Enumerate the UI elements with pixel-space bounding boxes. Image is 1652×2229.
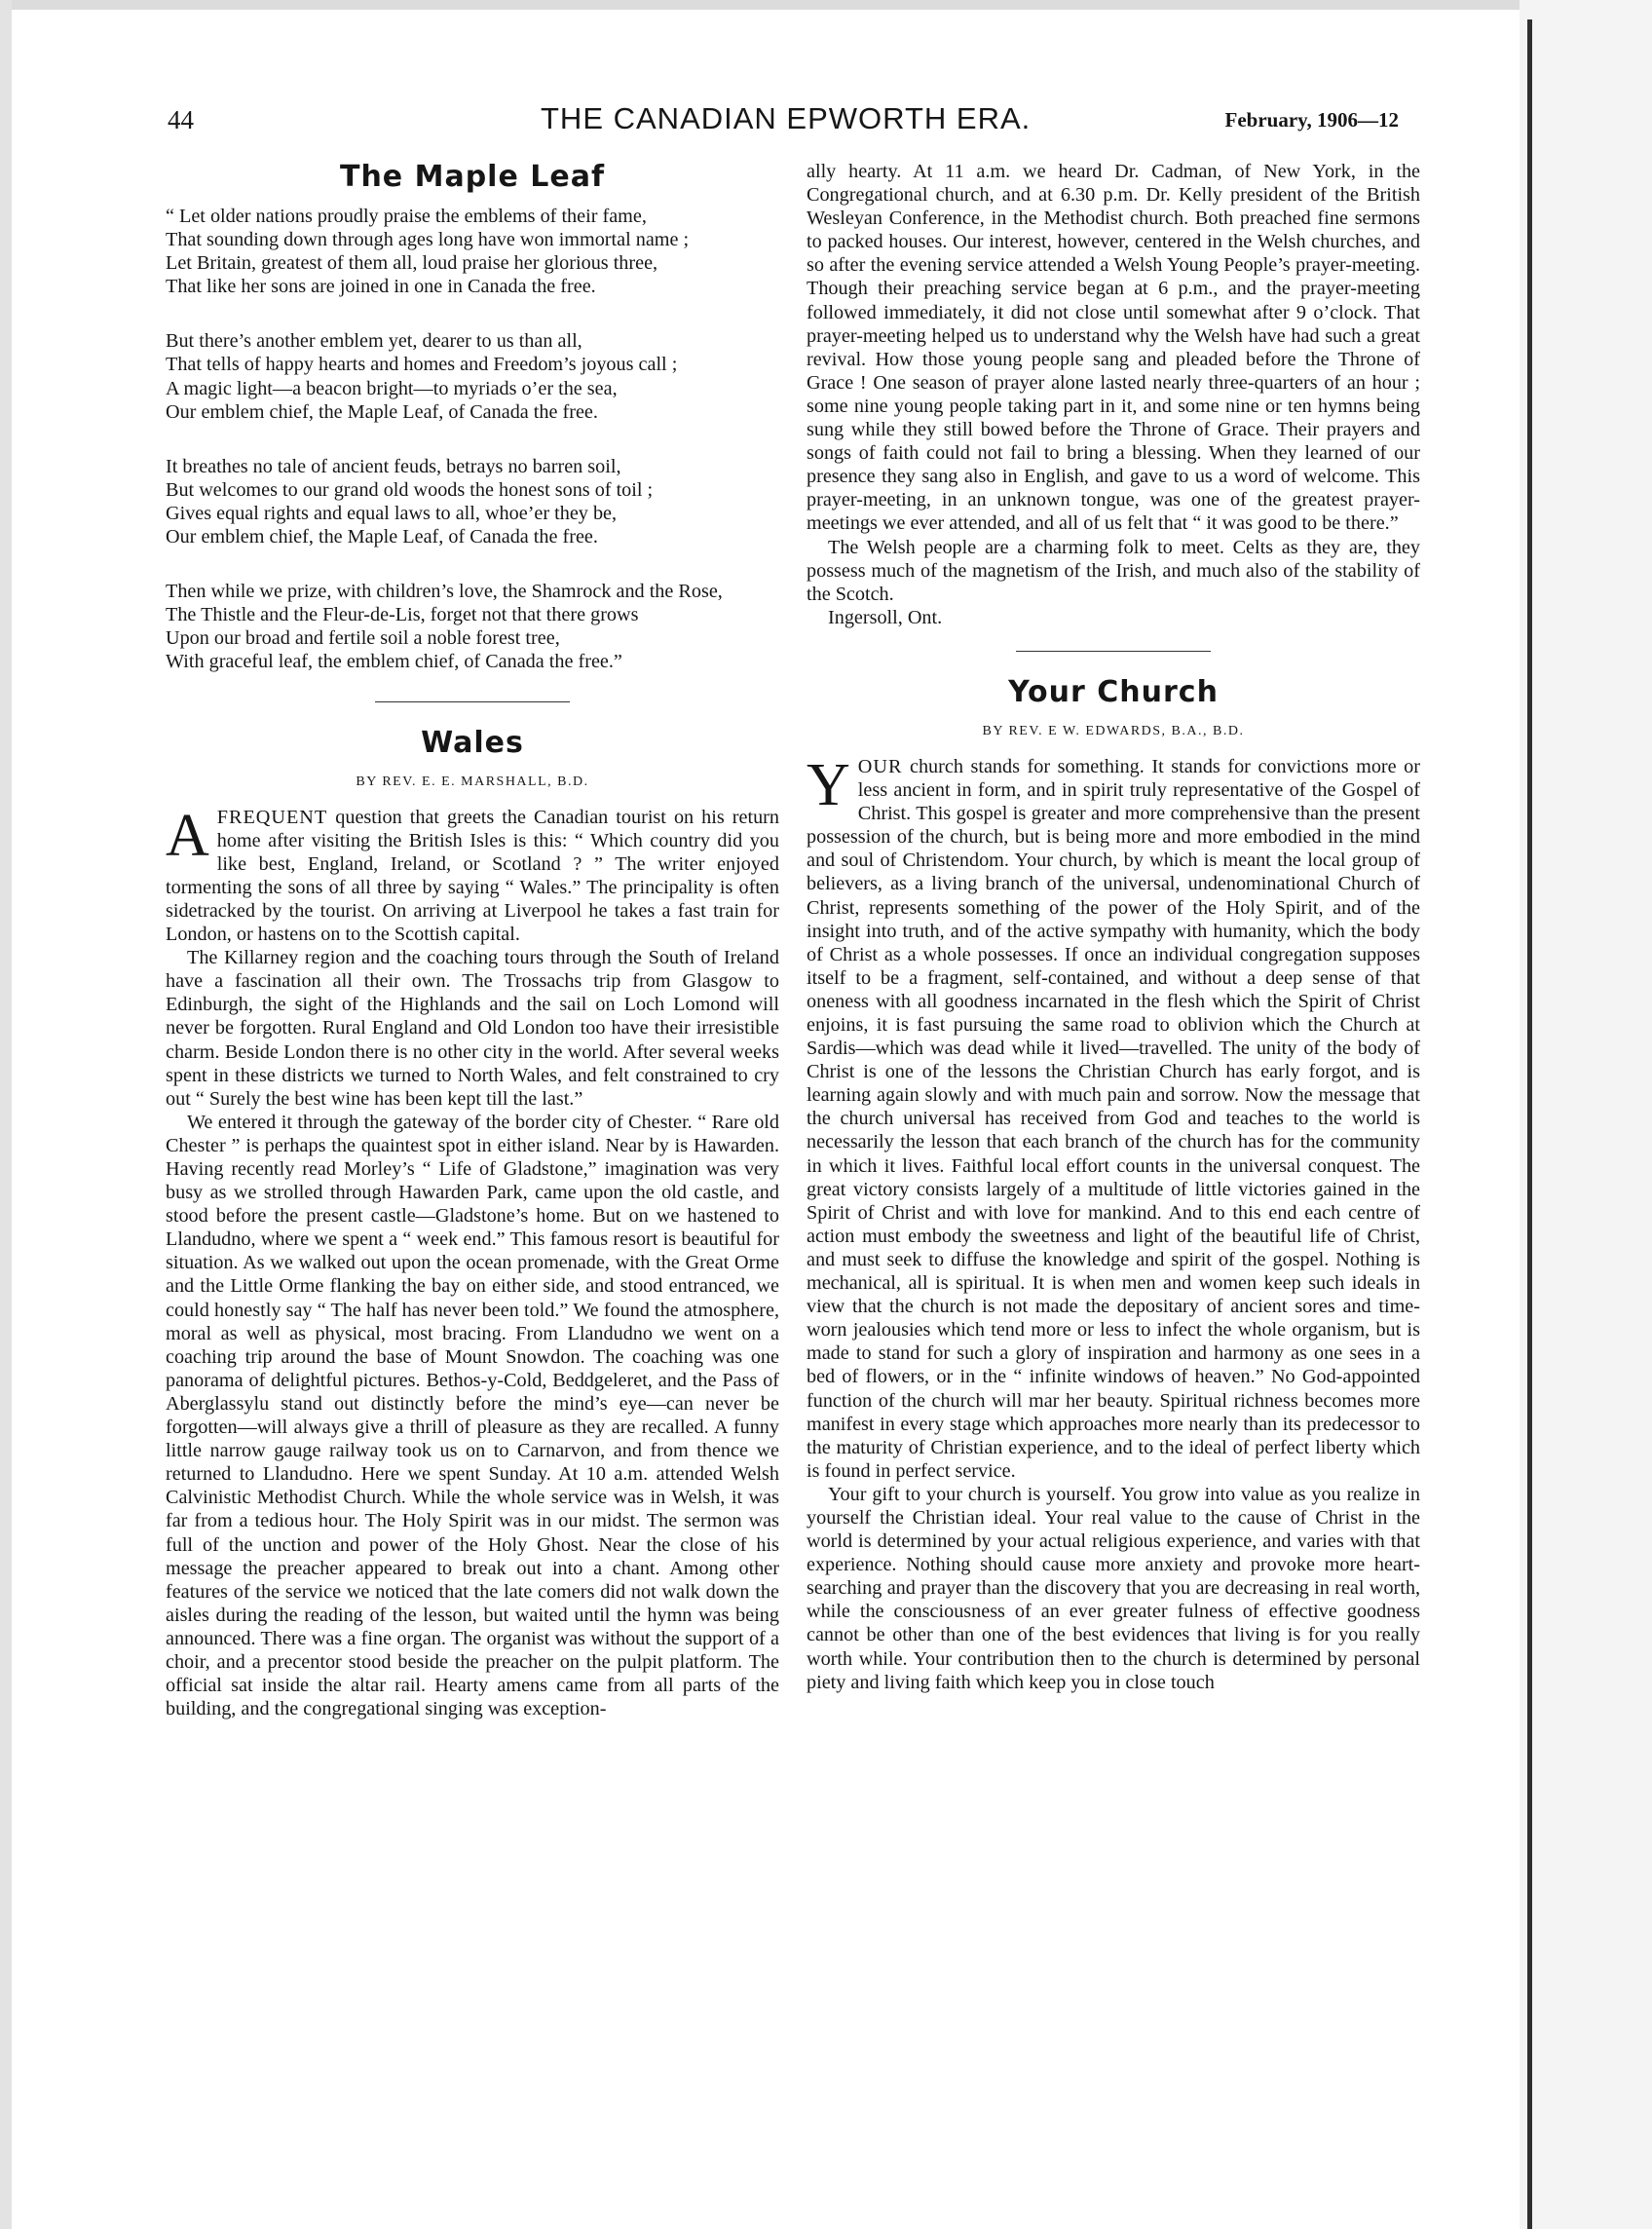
binding-edge-line xyxy=(1527,19,1532,2229)
page-number: 44 xyxy=(168,105,194,134)
poem-line: Our emblem chief, the Maple Leaf, of Canada the free. xyxy=(166,400,598,423)
scan-top-edge xyxy=(0,0,1652,10)
poem-stanza xyxy=(166,329,779,423)
right-column xyxy=(807,160,1420,1694)
wales-paragraph: The Welsh people are a charming folk to meet. Celts as they are, they possess much of the magnetism of the Irish, and much also of the stability of the Scotch. xyxy=(807,536,1420,605)
poem-line: A magic light—a beacon bright—to myriads o’er the sea, xyxy=(166,377,618,399)
church-title: Your Church xyxy=(1008,674,1219,709)
poem-line: It breathes no tale of ancient feuds, betrays no barren soil, xyxy=(166,455,621,477)
poem-line: But there’s another emblem yet, dearer to us than all, xyxy=(166,330,582,353)
paragraph-text: question that greets the Canadian tourist on his return home after visiting the British Isles is this: “ Which country did you like best, England, Ireland, or Scotland ? ” The writer enjoyed tormenting the sons of all three by saying “ Wales.” The principality is often sidetracked by the tourist. On arriving at Liverpool he takes a fast train for London, or hastens on to the Scottish capital. xyxy=(166,806,779,946)
wales-paragraph: The Killarney region and the coaching tours through the South of Ireland have a fascination all their own. The Trossachs trip from Glasgow to Edinburgh, the sight of the Highlands and the sail on Loch Lomond will never be forgotten. Rural England and Old London too have their irresistible charm. Beside London there is no other city in the world. After several weeks spent in these districts we turned to North Wales, and felt constrained to cry out “ Surely the best wine has been kept till the last.” xyxy=(166,947,779,1110)
poem-line: Let Britain, greatest of them all, loud praise her glorious three, xyxy=(166,252,658,275)
poem-line: With graceful leaf, the emblem chief, of Canada the free.” xyxy=(166,651,622,673)
poem-stanza xyxy=(166,205,779,298)
issue-label: February, 1906—12 xyxy=(1224,108,1399,132)
journal-title: THE CANADIAN EPWORTH ERA. xyxy=(541,101,1032,135)
poem-line: That like her sons are joined in one in Canada the free. xyxy=(166,276,596,298)
page xyxy=(166,101,1420,1720)
scan-left-margin xyxy=(0,0,12,2229)
scan-right-margin xyxy=(1520,0,1652,2229)
poem-line: Upon our broad and fertile soil a noble forest tree, xyxy=(166,627,560,650)
poem-line: Gives equal rights and equal laws to all, whoe’er they be, xyxy=(166,502,618,524)
church-paragraph: Your gift to your church is yourself. You grow into value as you realize in yourself the Christian ideal. Your real value to the cause of Christ in the world is determined by your actual religious experience, and varies with that experience. Nothing should cause more anxiety and provoke more heart-searching and prayer than the discovery that you are decreasing in real worth, while the consciousness of an ever greater fulness of effective goodness cannot be other than one of the best evidences that living is for you really worth while. Your contribution then to the church is determined by personal piety and living faith which keep you in close touch xyxy=(807,1483,1420,1693)
poem-line: Then while we prize, with children’s love, the Shamrock and the Rose, xyxy=(166,581,723,603)
poem-line: Our emblem chief, the Maple Leaf, of Canada the free. xyxy=(166,526,598,548)
wales-paragraph: We entered it through the gateway of the border city of Chester. “ Rare old Chester ” is perhaps the quaintest spot in either island. Near by is Hawarden. Having recently read Morley’s “ Life of Gladstone,” imagination was very busy as we strolled through Hawarden Park, came upon the old castle, and stood before the present castle—Gladstone’s home. But on we hastened to Llandudno, where we spent a “ week end.” This famous resort is beautiful for situation. As we walked out upon the ocean promenade, with the Great Orme and the Little Orme flanking the bay on either side, and stood entranced, we could honestly say “ The half has never been told.” We found the atmosphere, moral as well as physical, most bracing. From Llandudno we went on a coaching trip around the base of Mount Snowdon. The coaching was one panorama of delightful pictures. Bethos-y-Cold, Beddgeleret, and the Pass of Aberglassylu stand out distinctly before the mind’s eye—can never be forgotten—will always give a thrill of pleasure as they are recalled. A funny little narrow gauge railway took us on to Carnarvon, and from thence we returned to Llandudno. Here we spent Sunday. At 10 a.m. attended Welsh Calvinistic Methodist Church. While the whole service was in Welsh, it was far from a tedious hour. The Holy Spirit was in our midst. The sermon was full of the unction and power of the Holy Ghost. Near the close of his message the preacher appeared to break out into a chant. Among other features of the service we noticed that the late comers did not walk down the aisles during the reading of the lesson, but waited until the hymn was being announced. There was a fine organ. The organist was without the support of a choir, and a precentor stood beside the preacher on the pulpit platform. The official sat inside the altar rail. Hearty amens came from all parts of the building, and the congregational singing was exception- xyxy=(166,1111,779,1720)
poem-line: “ Let older nations proudly praise the emblems of their fame, xyxy=(166,206,647,227)
lead-word: FREQUENT xyxy=(216,806,328,828)
section-divider xyxy=(375,701,570,702)
church-paragraph xyxy=(807,751,1420,1483)
wales-paragraph xyxy=(166,802,779,947)
paragraph-text: church stands for something. It stands for convictions more or less ancient in form, and in spirit truly representative of the Gospel of Christ. This gospel is greater and more comprehensive than the present possession of the church, but is being more and more embodied in the mind and soul of Christendom. Your church, by which is meant the local group of believers, as a living branch of the universal, undenominational Church of Christ, represents something of the power of the Holy Spirit, and of the insight into truth, and of the active sympathy with humanity, which the body of Christ as a whole possesses. If once an individual congregation supposes itself to be a fragment, self-contained, and without a deep sense of that oneness with all goodness incarnated in the flesh which the Spirit of Christ enjoins, it is fast pursuing the same road to oblivion which the Church at Sardis—which was dead while it lived—travelled. The unity of the body of Christ is one of the lessons the Christian Church has early forgot, and is learning again slowly and with much pain and sorrow. Now the message that the church universal has received from God and teaches to the world is necessarily the lesson that each branch of the church has for the community in which it lives. Faithful local effort counts in the universal conquest. The great victory consists largely of a multitude of little victories gained in the Spirit of Christ and with love for mankind. And to this end each centre of action must embody the sweetness and light of the beautiful life of Christ, and must seek to diffuse the knowledge and spirit of the gospel. Nothing is mechanical, all is spiritual. It is when men and women keep such ideals in view that the church is not made the depositary of ancient sores and time-worn jealousies which tend more or less to infect the whole organism, but is made to stand for such a glory of inspiration and harmony as one sees in a bed of flowers, or in the “ infinite windows of heaven.” No God-appointed function of the church will mar her beauty. Spiritual richness becomes more manifest in every stage which approaches more nearly than its predecessor to the maturity of Christian experience, and to the ideal of perfect liberty which is found in perfect service. xyxy=(807,755,1420,1482)
section-divider xyxy=(1016,651,1211,652)
drop-cap: Y xyxy=(807,751,850,818)
poem-stanza xyxy=(166,455,779,548)
poem-title: The Maple Leaf xyxy=(339,160,606,194)
poem-line: The Thistle and the Fleur-de-Lis, forget not that there grows xyxy=(166,604,639,626)
church-byline: BY REV. E W. EDWARDS, B.A., B.D. xyxy=(982,723,1245,738)
drop-cap: A xyxy=(166,802,209,869)
running-head xyxy=(166,101,1401,144)
poem-stanza xyxy=(166,580,779,673)
poem-line: That sounding down through ages long have won immortal name ; xyxy=(166,229,690,251)
wales-signoff: Ingersoll, Ont. xyxy=(828,606,943,628)
left-column xyxy=(166,160,779,1720)
wales-title: Wales xyxy=(421,725,524,760)
lead-word: OUR xyxy=(857,755,903,777)
wales-byline: BY REV. E. E. MARSHALL, B.D. xyxy=(356,774,589,789)
wales-paragraph-continued: ally hearty. At 11 a.m. we heard Dr. Cadman, of New York, in the Congregational church, and at 6.30 p.m. Dr. Kelly president of the British Wesleyan Conference, in the Methodist church. Both preached fine sermons to packed houses. Our interest, however, centered in the Welsh churches, and so after the evening service attended a Welsh Young People’s prayer-meeting. Though their preaching service began at 6 p.m., and the prayer-meeting followed immediately, it did not close until somewhat after 9 o’clock. That prayer-meeting helped us to understand why the Welsh have had such a great revival. How those young people sang and pleaded before the Throne of Grace ! One season of prayer alone lasted nearly three-quarters of an hour ; some nine young people taking part in it, and some nine or ten hymns being sung while they still bowed before the Throne of Grace. Their prayers and songs of faith could not fail to bring a blessing. When they learned of our presence they sang also in English, and gave to us a word of welcome. This prayer-meeting, in an unknown tongue, was one of the greatest prayer-meetings we ever attended, and all of us felt that “ it was good to be there.” xyxy=(807,161,1420,535)
poem-line: That tells of happy hearts and homes and Freedom’s joyous call ; xyxy=(166,354,678,376)
poem-line: But welcomes to our grand old woods the honest sons of toil ; xyxy=(166,478,654,501)
